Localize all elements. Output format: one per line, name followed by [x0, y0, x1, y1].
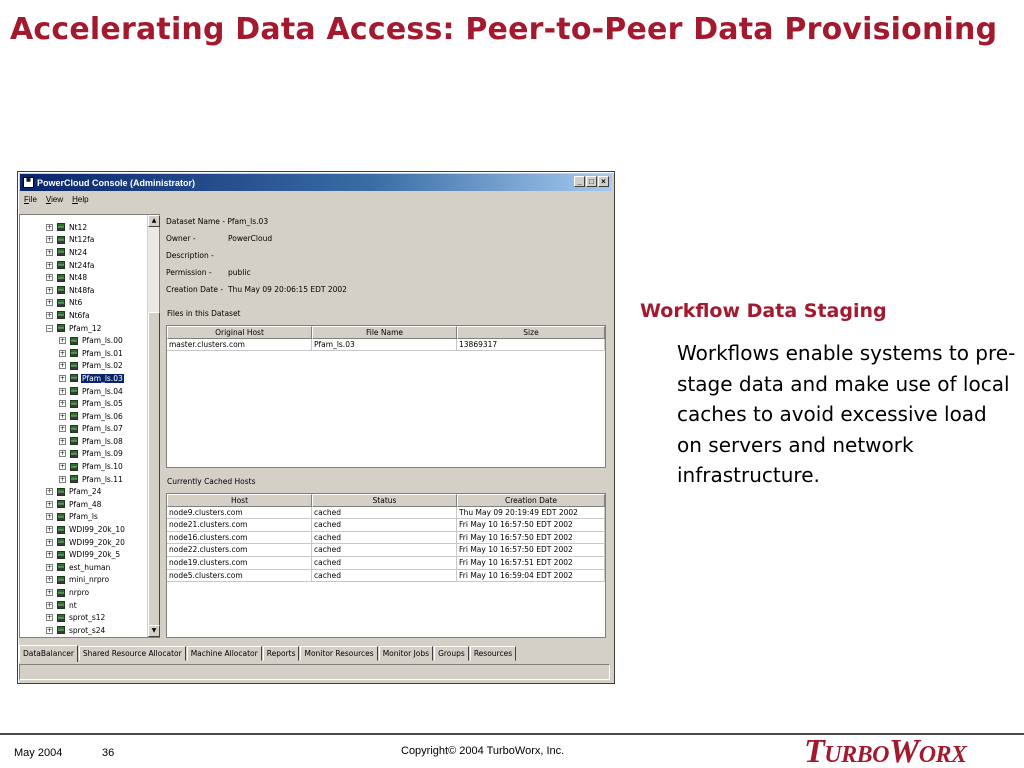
tree-item-label: WDI99_20k_20 [69, 537, 125, 547]
column-header[interactable]: Size [457, 326, 605, 339]
tree-item[interactable] [20, 347, 159, 360]
tree-item-label: Nt48fa [69, 285, 95, 295]
tree-item[interactable] [20, 334, 159, 347]
table-cell: master.clusters.com [167, 339, 312, 352]
host-node-icon [70, 437, 78, 445]
expander-icon[interactable]: + [47, 311, 53, 319]
tree-item-label: nrpro [69, 588, 90, 598]
table-cell: Fri May 10 16:57:50 EDT 2002 [457, 532, 605, 545]
tree-item-label: Pfam_48 [69, 499, 102, 509]
host-node-icon [70, 400, 78, 408]
cached-heading: Currently Cached Hosts [167, 477, 256, 486]
host-node-icon [57, 299, 65, 307]
tree-item[interactable] [20, 297, 159, 310]
table-cell: node22.clusters.com [167, 544, 312, 557]
table-cell: node21.clusters.com [167, 519, 312, 532]
expander-icon[interactable]: + [47, 274, 53, 282]
host-node-icon [57, 324, 65, 332]
tree-item[interactable] [20, 435, 159, 448]
tree-item-label: WDI99_20k_5 [69, 550, 121, 560]
host-node-icon [57, 626, 65, 634]
tree-item-label: Nt6 [69, 298, 83, 308]
expander-icon[interactable]: + [60, 349, 66, 357]
tree-item-label: Nt24fa [69, 260, 95, 270]
host-node-icon [57, 576, 65, 584]
dataset-name: Dataset Name - Pfam_ls.03 [166, 217, 269, 226]
host-node-icon [57, 589, 65, 597]
column-header[interactable]: Creation Date [457, 494, 605, 507]
window-titlebar[interactable] [20, 174, 612, 191]
expander-icon[interactable]: + [47, 563, 53, 571]
host-node-icon [70, 349, 78, 357]
table-cell: node5.clusters.com [167, 570, 312, 583]
tab-shared-resource-allocator[interactable]: Shared Resource Allocator [79, 646, 186, 661]
maximize-button[interactable]: □ [586, 176, 597, 187]
expander-icon[interactable]: + [60, 412, 66, 420]
table-header [167, 494, 605, 507]
host-node-icon [57, 563, 65, 571]
host-node-icon [70, 425, 78, 433]
table-cell: node16.clusters.com [167, 532, 312, 545]
tree-item[interactable] [20, 397, 159, 410]
window-controls [574, 176, 609, 187]
tree-item-label: nt [69, 600, 77, 610]
host-node-icon [57, 261, 65, 269]
tree-item[interactable] [20, 548, 159, 561]
footer-date: May 2004 [14, 747, 63, 759]
table-cell: cached [312, 557, 457, 570]
tree-item[interactable] [20, 221, 159, 234]
tree-item-label: Pfam_ls.04 [82, 386, 123, 396]
expander-icon[interactable]: + [47, 626, 53, 634]
tree-item[interactable] [20, 410, 159, 423]
tab-monitor-resources[interactable]: Monitor Resources [300, 646, 377, 661]
expander-icon[interactable]: + [60, 337, 66, 345]
expander-icon[interactable]: + [47, 601, 53, 609]
host-node-icon [57, 236, 65, 244]
tab-resources[interactable]: Resources [470, 646, 516, 661]
table-row[interactable] [167, 570, 605, 583]
table-cell: Fri May 10 16:57:50 EDT 2002 [457, 519, 605, 532]
status-bar [19, 664, 610, 680]
tree-item-label: Nt12fa [69, 235, 95, 245]
page-number: 36 [102, 747, 115, 759]
host-node-icon [57, 274, 65, 282]
permission-value: public [228, 268, 251, 277]
tree-item-label: Pfam_ls.10 [82, 462, 123, 472]
host-node-icon [57, 513, 65, 521]
tree-item[interactable] [20, 574, 159, 587]
expander-icon[interactable]: + [47, 488, 53, 496]
tree-item[interactable] [20, 498, 159, 511]
host-node-icon [57, 248, 65, 256]
table-row[interactable] [167, 339, 605, 352]
copyright: Copyright© 2004 TurboWorx, Inc. [401, 745, 565, 757]
expander-icon[interactable]: + [47, 286, 53, 294]
host-node-icon [57, 614, 65, 622]
workflow-body: Workflows enable systems to pre-stage data and make use of local caches to avoid excessive load on servers and network infrastructure. [677, 341, 1016, 487]
table-cell: cached [312, 544, 457, 557]
menu-help[interactable]: Help [72, 195, 89, 204]
tree-item[interactable] [20, 259, 159, 272]
tree-item-label: est_human [69, 562, 111, 572]
table-cell: 13869317 [457, 339, 605, 352]
host-node-icon [70, 412, 78, 420]
tree-item-label: WDI99_20k_10 [69, 525, 125, 535]
tree-item-label: sprot_s24 [69, 625, 106, 635]
expander-icon[interactable]: + [47, 614, 53, 622]
tree-item-label: Nt6fa [69, 310, 90, 320]
column-header[interactable]: Status [312, 494, 457, 507]
expander-icon[interactable]: + [60, 463, 66, 471]
expander-icon[interactable]: + [47, 526, 53, 534]
tree-item[interactable] [20, 460, 159, 473]
tree-item-label: Pfam_ls.09 [82, 449, 123, 459]
owner-value: PowerCloud [228, 234, 273, 243]
tree-item[interactable] [20, 385, 159, 398]
table-cell: cached [312, 570, 457, 583]
host-node-icon [70, 374, 78, 382]
scroll-up-icon[interactable]: ▲ [148, 215, 160, 227]
table-header [167, 326, 605, 339]
host-node-icon [57, 526, 65, 534]
host-node-icon [57, 538, 65, 546]
tree-scrollbar[interactable] [147, 215, 159, 637]
creation-date-value: Thu May 09 20:06:15 EDT 2002 [228, 285, 347, 294]
close-button[interactable]: × [598, 176, 609, 187]
table-cell: node19.clusters.com [167, 557, 312, 570]
expander-icon[interactable]: + [60, 425, 66, 433]
tree-item[interactable] [20, 284, 159, 297]
files-heading: Files in this Dataset [167, 309, 241, 318]
expander-icon[interactable]: + [47, 500, 53, 508]
slide-title: Accelerating Data Access: Peer-to-Peer Data Provisioning [10, 12, 998, 47]
table-cell: Fri May 10 16:59:04 EDT 2002 [457, 570, 605, 583]
host-node-icon [57, 601, 65, 609]
tree-item-label: Pfam_12 [69, 323, 102, 333]
tree-item[interactable] [20, 599, 159, 612]
expander-icon[interactable]: + [60, 387, 66, 395]
permission-label: Permission - [166, 268, 212, 277]
tree-item[interactable] [20, 536, 159, 549]
expander-icon[interactable]: + [47, 576, 53, 584]
tab-groups[interactable]: Groups [434, 646, 469, 661]
expander-icon[interactable]: + [47, 513, 53, 521]
table-cell: node9.clusters.com [167, 507, 312, 520]
expander-icon[interactable]: + [60, 450, 66, 458]
tree-item-label: Pfam_ls.01 [82, 348, 123, 358]
table-cell: Fri May 10 16:57:51 EDT 2002 [457, 557, 605, 570]
host-node-icon [57, 311, 65, 319]
dataset-tree [19, 214, 160, 638]
workflow-heading: Workflow Data Staging [640, 300, 887, 322]
tree-item-label: Nt24 [69, 247, 88, 257]
expander-icon[interactable]: + [60, 362, 66, 370]
tree-item-label: Pfam_24 [69, 487, 102, 497]
tree-item-label: Pfam_ls.00 [82, 336, 123, 346]
tree-item[interactable] [20, 309, 159, 322]
tree-item[interactable] [20, 586, 159, 599]
tab-machine-allocator[interactable]: Machine Allocator [187, 646, 262, 661]
expander-icon[interactable]: + [47, 538, 53, 546]
tree-item[interactable] [20, 624, 159, 637]
app-icon: ▦ [23, 177, 34, 188]
tree-item[interactable] [20, 234, 159, 247]
tree-item-label: Pfam_ls.02 [82, 361, 123, 371]
tab-databalancer[interactable]: DataBalancer [19, 645, 78, 662]
tree-item[interactable] [20, 360, 159, 373]
expander-icon[interactable]: + [47, 248, 53, 256]
host-node-icon [70, 337, 78, 345]
tree-item-label: Pfam_ls.07 [82, 424, 123, 434]
tree-item-label: Pfam_ls.03 [82, 373, 123, 383]
table-cell: Fri May 10 16:57:50 EDT 2002 [457, 544, 605, 557]
table-row[interactable] [167, 532, 605, 545]
expander-icon[interactable]: + [60, 475, 66, 483]
tree-item-label: sprot_s12 [69, 613, 106, 623]
expander-icon[interactable]: + [47, 223, 53, 231]
scroll-down-icon[interactable]: ▼ [148, 625, 160, 637]
dataset-properties [166, 214, 606, 306]
expander-icon[interactable]: + [47, 236, 53, 244]
table-cell: cached [312, 507, 457, 520]
tree-item[interactable] [20, 271, 159, 284]
tree-item-label: Pfam_ls.05 [82, 399, 123, 409]
tree-item[interactable] [20, 423, 159, 436]
cached-hosts-table [166, 493, 606, 638]
expander-icon[interactable]: + [47, 589, 53, 597]
tree-item[interactable] [20, 372, 159, 385]
table-cell: Thu May 09 20:19:49 EDT 2002 [457, 507, 605, 520]
host-node-icon [57, 488, 65, 496]
expander-icon[interactable]: + [47, 299, 53, 307]
owner-label: Owner - [166, 234, 196, 243]
expander-icon[interactable]: + [47, 261, 53, 269]
tree-item-label: Nt48 [69, 273, 88, 283]
column-header[interactable]: File Name [312, 326, 457, 339]
expander-icon[interactable]: + [60, 374, 66, 382]
tree-item[interactable] [20, 611, 159, 624]
files-table [166, 325, 606, 468]
host-node-icon [70, 475, 78, 483]
menu-file[interactable]: File [24, 195, 37, 204]
turboworx-logo: TURBOWORX [804, 733, 967, 768]
tree-item-label: Nt12 [69, 222, 88, 232]
tab-reports[interactable]: Reports [263, 646, 300, 661]
scroll-thumb[interactable] [148, 312, 160, 633]
table-cell: Pfam_ls.03 [312, 339, 457, 352]
tree-item[interactable] [20, 322, 159, 335]
host-node-icon [70, 463, 78, 471]
tree-item[interactable] [20, 561, 159, 574]
column-header[interactable]: Host [167, 494, 312, 507]
tree-item-label: Pfam_ls.11 [82, 474, 123, 484]
tree-item-label: mini_nrpro [69, 575, 110, 585]
host-node-icon [57, 551, 65, 559]
tree-item[interactable] [20, 523, 159, 536]
tree-item[interactable] [20, 473, 159, 486]
tree-item[interactable] [20, 511, 159, 524]
description-label: Description - [166, 251, 214, 260]
host-node-icon [70, 450, 78, 458]
menu-view[interactable]: View [45, 195, 64, 204]
tree-item-label: Pfam_ls [69, 512, 98, 522]
expander-icon[interactable]: + [60, 437, 66, 445]
table-row[interactable] [167, 544, 605, 557]
tab-bar [19, 645, 517, 661]
creation-date-label: Creation Date - [166, 285, 224, 294]
tree-item-label: Pfam_ls.08 [82, 436, 123, 446]
table-cell: cached [312, 532, 457, 545]
host-node-icon [57, 286, 65, 294]
tree-item[interactable] [20, 246, 159, 259]
host-node-icon [70, 387, 78, 395]
table-row[interactable] [167, 519, 605, 532]
table-cell: cached [312, 519, 457, 532]
tree-item[interactable] [20, 485, 159, 498]
tree-item[interactable] [20, 448, 159, 461]
table-row[interactable] [167, 507, 605, 520]
tree-item-label: Pfam_ls.06 [82, 411, 123, 421]
host-node-icon [57, 500, 65, 508]
expander-icon[interactable]: + [47, 551, 53, 559]
host-node-icon [57, 223, 65, 231]
expander-icon[interactable]: − [47, 324, 53, 332]
host-node-icon [70, 362, 78, 370]
tab-monitor-jobs[interactable]: Monitor Jobs [379, 646, 433, 661]
expander-icon[interactable]: + [60, 400, 66, 408]
minimize-button[interactable]: _ [574, 176, 585, 187]
window-title: PowerCloud Console (Administrator) [37, 177, 196, 188]
table-row[interactable] [167, 557, 605, 570]
menu-bar [21, 192, 89, 207]
column-header[interactable]: Original Host [167, 326, 312, 339]
